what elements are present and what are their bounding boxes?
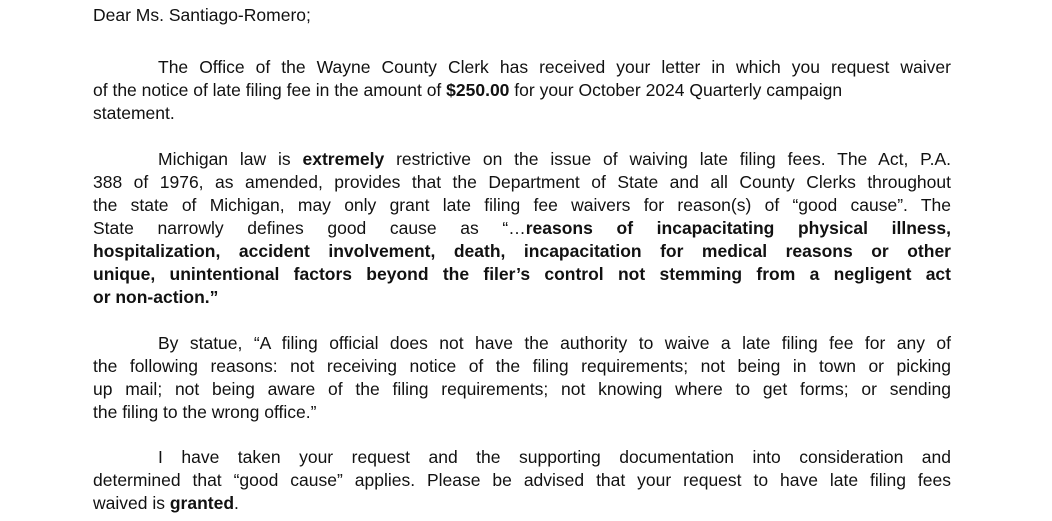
text-line: [93, 79, 951, 102]
text-line: I have taken your request and the supporting documentation into consideration and: [158, 447, 951, 467]
paragraph-decision: [93, 446, 951, 515]
good-cause-definition-line: unique, unintentional factors beyond the filer’s control not stemming from a negligent act: [93, 264, 951, 284]
text-line: the following reasons: not receiving notice of the filing requirements; not being in town or picking: [93, 356, 951, 376]
text-line: [93, 492, 951, 515]
text-line: up mail; not being aware of the filing requirements; not knowing where to get forms; or sending: [93, 379, 951, 399]
fee-amount: $250.00: [446, 80, 510, 100]
text-run: waived is: [93, 493, 170, 513]
text-line: [93, 217, 951, 240]
text-line: determined that “good cause” applies. Please be advised that your request to have late filing fees: [93, 470, 951, 490]
paragraph-statute-quote: [93, 332, 951, 424]
text-line: the filing to the wrong office.”: [93, 402, 317, 422]
text-run: Michigan law is: [158, 149, 303, 169]
emphasis-extremely: extremely: [302, 149, 385, 169]
text-line: 388 of 1976, as amended, provides that the Department of State and all County Clerks throughout: [93, 172, 951, 192]
text-run: restrictive on the issue of waiving late filing fees. The Act, P.A.: [384, 149, 951, 169]
decision-granted: granted: [169, 493, 235, 513]
text-line: statement.: [93, 103, 175, 123]
text-run: .: [234, 493, 239, 513]
text-line: [93, 148, 951, 171]
salutation: Dear Ms. Santiago-Romero;: [93, 5, 311, 25]
text-line: By statue, “A filing official does not have the authority to waive a late filing fee for any of: [158, 333, 951, 353]
text-run: for your October 2024 Quarterly campaign: [509, 80, 843, 100]
good-cause-definition-line: hospitalization, accident involvement, death, incapacitation for medical reasons or other: [93, 241, 951, 261]
good-cause-definition-start: reasons of incapacitating physical illness,: [525, 218, 951, 238]
text-line: the state of Michigan, may only grant late filing fee waivers for reason(s) of “good cause”. The: [93, 195, 951, 215]
text-run: of the notice of late filing fee in the amount of: [93, 80, 447, 100]
text-run: State narrowly defines good cause as “…: [93, 218, 526, 238]
paragraph-michigan-law: [93, 148, 951, 309]
good-cause-definition-end: or non-action.”: [93, 287, 219, 307]
paragraph-fee-request: [93, 56, 951, 125]
text-line: The Office of the Wayne County Clerk has received your letter in which you request waiver: [158, 57, 951, 77]
